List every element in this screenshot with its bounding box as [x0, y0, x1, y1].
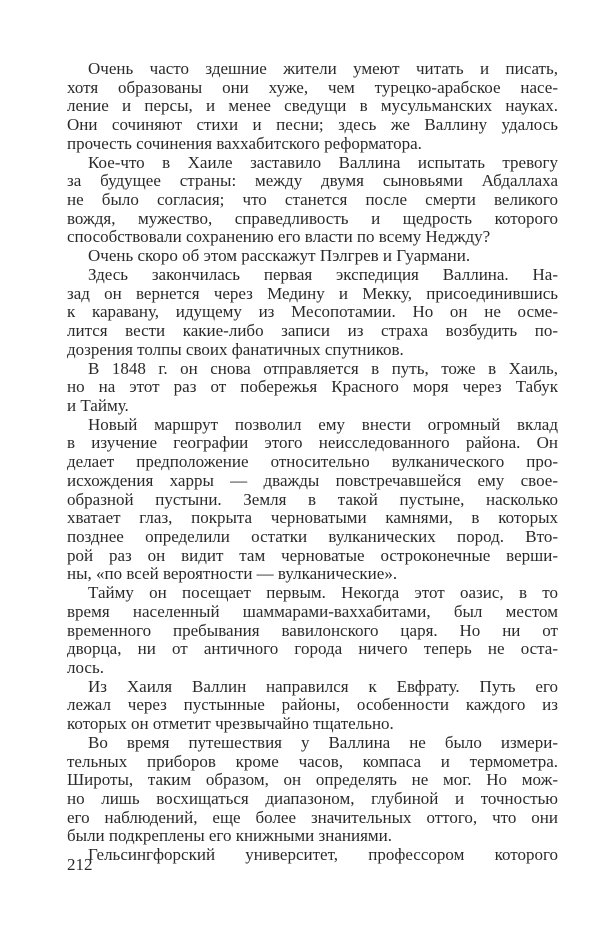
text-line: дворца, ни от античного города ничего теперь не оста-	[67, 639, 558, 659]
text-line: и Тайму.	[67, 395, 129, 415]
text-line: Кое-что в Хаиле заставило Валлина испытать тревогу	[88, 152, 558, 172]
text-line: лежал через пустынные районы, особенности каждого из	[67, 695, 558, 715]
text-line: лось.	[67, 658, 104, 677]
paragraph	[67, 154, 558, 248]
text-line: ны, «по всей вероятности — вулканические».	[67, 564, 398, 584]
text-line: которых он отметит чрезвычайно тщательно.	[67, 714, 394, 734]
text-line: зад он вернется через Медину и Мекку, присоединившись	[67, 283, 558, 303]
text-line: Очень часто здешние жители умеют читать и писать,	[88, 59, 558, 78]
text-line: лится вести какие-либо записи из страха возбудить по-	[67, 321, 558, 341]
paragraph	[67, 60, 558, 154]
text-line: Широты, таким образом, он определять не мог. Но мож-	[67, 770, 558, 790]
text-line: В 1848 г. он снова отправляется в путь, тоже в Хаиль,	[88, 358, 558, 378]
text-line: Из Хаиля Валлин направился к Евфрату. Путь его	[88, 676, 558, 696]
text-line: вождя, мужество, справедливость и щедрость которого	[67, 208, 558, 228]
text-line: рой раз он видит там черноватые остроконечные верши-	[67, 545, 558, 565]
text-line: Гельсингфорский университет, профессором которого	[88, 845, 558, 865]
paragraph	[67, 734, 558, 846]
text-line: ление и персы, и менее сведущи в мусульманских науках.	[67, 96, 558, 116]
text-line: хотя образованы они хуже, чем турецко-арабское насе-	[67, 77, 558, 97]
paragraph	[67, 846, 558, 865]
paragraph	[67, 678, 558, 734]
text-line: в изучение географии этого неисследованного района. Он	[67, 433, 558, 453]
text-line: не было согласия; что станется после смерти великого	[67, 190, 558, 210]
text-line: позднее определили остатки вулканических пород. Вто-	[67, 526, 558, 546]
text-line: тельных приборов кроме часов, компаса и термометра.	[67, 751, 558, 771]
text-line: за будущее страны: между двумя сыновьями Абдаллаха	[67, 171, 558, 191]
page-number: 212	[67, 855, 93, 874]
text-line: время населенный шаммарами-ваххабитами, был местом	[67, 601, 558, 621]
text-line: исхождения харры — дважды повстречавшейся ему свое-	[67, 470, 558, 490]
paragraph	[67, 360, 558, 416]
paragraph	[67, 247, 558, 266]
page-body-text	[67, 60, 558, 865]
text-line: образной пустыни. Земля в такой пустыне, насколько	[67, 489, 558, 509]
text-line: были подкреплены его книжными знаниями.	[67, 826, 393, 846]
text-line: но на этот раз от побережья Красного моря через Табук	[67, 377, 558, 397]
paragraph	[67, 416, 558, 584]
text-line: дозрения толпы своих фанатичных спутников.	[67, 339, 404, 359]
text-line: но лишь восхищаться диапазоном, глубиной и точностью	[67, 789, 558, 809]
text-line: к каравану, идущему из Месопотамии. Но он не осме-	[67, 302, 558, 322]
text-line: Тайму он посещает первым. Некогда этот оазис, в то	[88, 583, 558, 603]
text-line: хватает глаз, покрыта черноватыми камнями, в которых	[67, 508, 558, 528]
text-line: прочесть сочинения ваххабитского реформатора.	[67, 133, 422, 153]
text-line: Новый маршрут позволил ему внести огромный вклад	[88, 414, 558, 434]
text-line: Очень скоро об этом расскажут Пэлгрев и Гуармани.	[88, 246, 471, 266]
text-line: способствовали сохранению его власти по всему Недждy?	[67, 227, 491, 247]
text-line: Во время путешествия у Валлина не было измери-	[88, 732, 558, 752]
text-line: делает предположение относительно вулканического про-	[67, 452, 558, 472]
paragraph	[67, 584, 558, 678]
text-line: Здесь закончилась первая экспедиция Валлина. На-	[88, 264, 558, 284]
text-line: Они сочиняют стихи и песни; здесь же Валлину удалось	[67, 115, 558, 135]
text-line: временного пребывания вавилонского царя. Но ни от	[67, 620, 558, 640]
paragraph	[67, 266, 558, 360]
text-line: его наблюдений, еще более значительных оттого, что они	[67, 807, 558, 827]
